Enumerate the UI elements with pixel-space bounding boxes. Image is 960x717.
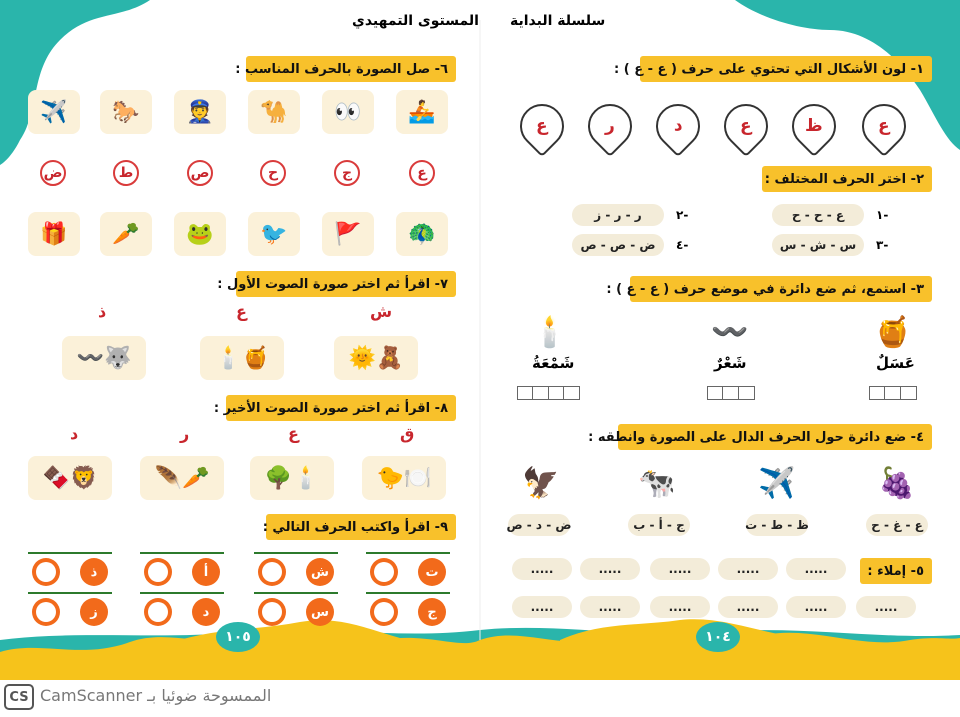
feather-carrot-images[interactable]: 🪶🥕 <box>140 456 224 500</box>
dictation-blank[interactable]: ..... <box>512 596 572 618</box>
level-title: المستوى التمهيدي <box>352 13 479 29</box>
page-number-left: ١٠٥ <box>216 622 260 652</box>
letter-circle[interactable]: ج <box>334 160 360 186</box>
dictation-blank[interactable]: ..... <box>580 558 640 580</box>
chick-plate-images[interactable]: 🐤🍽️ <box>362 456 446 500</box>
police-image[interactable]: 👮 <box>174 90 226 134</box>
dates-lion-images[interactable]: 🍫🦁 <box>28 456 112 500</box>
boat-image[interactable]: 🚣 <box>396 90 448 134</box>
gift-image[interactable]: 🎁 <box>28 212 80 256</box>
peacock-image[interactable]: 🦚 <box>396 212 448 256</box>
ex7-letter: ذ <box>98 302 107 321</box>
ex2-num: ١- <box>876 208 889 222</box>
ex7-letter: ش <box>370 302 393 321</box>
ex2-num: ٤- <box>676 238 689 252</box>
dictation-blank[interactable]: ..... <box>512 558 572 580</box>
ex4-choice[interactable]: ض - د - ص <box>508 514 570 536</box>
ex2-choice[interactable]: ض - ص - ص <box>572 234 664 256</box>
frog-image[interactable]: 🐸 <box>174 212 226 256</box>
letter-circle[interactable]: ط <box>113 160 139 186</box>
ex2-choice[interactable]: ع - ح - ح <box>772 204 864 226</box>
letter-circle[interactable]: ع <box>409 160 435 186</box>
eyes-image[interactable]: 👀 <box>322 90 374 134</box>
dictation-blank[interactable]: ..... <box>718 596 778 618</box>
carrot-image[interactable]: 🥕 <box>100 212 152 256</box>
letter-orange: ج <box>418 598 446 626</box>
branch-line <box>28 552 112 554</box>
eagle-image: 🦅 <box>522 465 560 501</box>
letter-circle[interactable]: ص <box>187 160 213 186</box>
plane-image: ✈️ <box>758 465 796 501</box>
branch-line <box>140 552 224 554</box>
lemon-letter: ع <box>878 116 890 136</box>
letter-boxes[interactable] <box>708 386 755 400</box>
letter-orange: د <box>192 598 220 626</box>
ex4-title: ٤- ضع دائرة حول الحرف الدال على الصورة وانطقه : <box>618 424 932 450</box>
letter-boxes[interactable] <box>518 386 580 400</box>
letter-orange: ز <box>80 598 108 626</box>
dictation-blank[interactable]: ..... <box>856 596 916 618</box>
branch-line <box>254 552 338 554</box>
blank-orange[interactable] <box>144 558 172 586</box>
teal-corner-left <box>0 0 150 165</box>
branch-line <box>366 592 450 594</box>
grapes-image: 🍇 <box>878 465 916 501</box>
word-candle: شَمْعَةُ <box>532 354 575 372</box>
dictation-blank[interactable]: ..... <box>718 558 778 580</box>
ex8-title: ٨- اقرأ ثم اختر صورة الصوت الأخير : <box>226 395 456 421</box>
ex4-choice[interactable]: ظ - ط - ت <box>746 514 808 536</box>
letter-boxes[interactable] <box>870 386 917 400</box>
letter-circle[interactable]: ح <box>260 160 286 186</box>
candle-honey-images[interactable]: 🕯️🍯 <box>200 336 284 380</box>
ex8-letter: د <box>70 424 79 443</box>
flag-image[interactable]: 🚩 <box>322 212 374 256</box>
tree-candles-images[interactable]: 🌳🕯️ <box>250 456 334 500</box>
blank-orange[interactable] <box>144 598 172 626</box>
letter-circle[interactable]: ض <box>40 160 66 186</box>
hair-image: 〰️ <box>711 314 749 350</box>
branch-line <box>366 552 450 554</box>
ex8-letter: ع <box>288 424 299 443</box>
blank-orange[interactable] <box>370 598 398 626</box>
ex8-letter: ق <box>400 424 415 443</box>
ex2-num: ٢- <box>676 208 689 222</box>
ex8-letter: ر <box>180 424 190 443</box>
page-number-right: ١٠٤ <box>696 622 740 652</box>
word-hair: شَعْرٌ <box>714 354 747 372</box>
lemon-letter: ع <box>740 116 752 136</box>
branch-line <box>28 592 112 594</box>
series-title: سلسلة البداية <box>510 13 606 29</box>
blank-orange[interactable] <box>32 598 60 626</box>
lemon-letter: ظ <box>805 116 823 136</box>
ex2-choice[interactable]: س - ش - س <box>772 234 864 256</box>
hair-wolf-images[interactable]: 〰️🐺 <box>62 336 146 380</box>
ex3-title: ٣- استمع، ثم ضع دائرة في موضع حرف ( ع - ع ) : <box>630 276 932 302</box>
ex1-title: ١- لون الأشكال التي تحتوي على حرف ( ع - ع ) : <box>640 56 932 82</box>
camscanner-logo: CS <box>4 684 34 710</box>
dictation-blank[interactable]: ..... <box>580 596 640 618</box>
horse-image[interactable]: 🐎 <box>100 90 152 134</box>
letter-orange: ذ <box>80 558 108 586</box>
ex4-choice[interactable]: ج - أ - ب <box>628 514 690 536</box>
letter-orange: ش <box>306 558 334 586</box>
ex2-title: ٢- اختر الحرف المختلف : <box>762 166 932 192</box>
blank-orange[interactable] <box>258 558 286 586</box>
ex2-num: ٣- <box>876 238 889 252</box>
blank-orange[interactable] <box>370 558 398 586</box>
branch-line <box>254 592 338 594</box>
ex6-title: ٦- صل الصورة بالحرف المناسب : <box>246 56 456 82</box>
ex4-choice[interactable]: ع - غ - ح <box>866 514 928 536</box>
branch-line <box>140 592 224 594</box>
lemon-letter: د <box>673 116 683 137</box>
ex7-title: ٧- اقرأ ثم اختر صورة الصوت الأول : <box>236 271 456 297</box>
yellow-wave-top <box>180 620 400 660</box>
dictation-blank[interactable]: ..... <box>650 558 710 580</box>
blank-orange[interactable] <box>258 598 286 626</box>
letter-orange: س <box>306 598 334 626</box>
camel-image[interactable]: 🐪 <box>248 90 300 134</box>
blank-orange[interactable] <box>32 558 60 586</box>
camscanner-text: الممسوحة ضوئيا بـ CamScanner <box>40 686 272 705</box>
sun-bear-images[interactable]: 🌞🧸 <box>334 336 418 380</box>
pigeon-image[interactable]: 🐦 <box>248 212 300 256</box>
word-honey: عَسَلٌ <box>876 354 915 372</box>
plane-image[interactable]: ✈️ <box>28 90 80 134</box>
yellow-wave-top-right <box>560 619 790 660</box>
letter-orange: أ <box>192 558 220 586</box>
honey-image: 🍯 <box>874 314 912 350</box>
candle-image: 🕯️ <box>531 314 569 350</box>
ex5-title: ٥- إملاء : <box>860 558 932 584</box>
ex2-choice[interactable]: ر - ر - ز <box>572 204 664 226</box>
cow-image: 🐄 <box>638 465 676 501</box>
lemon-letter: ع <box>536 116 548 136</box>
ex7-letter: ع <box>236 302 247 321</box>
ex9-title: ٩- اقرأ واكتب الحرف التالي : <box>266 514 456 540</box>
dictation-blank[interactable]: ..... <box>650 596 710 618</box>
dictation-blank[interactable]: ..... <box>786 558 846 580</box>
dictation-blank[interactable]: ..... <box>786 596 846 618</box>
lemon-letter: ر <box>605 116 615 137</box>
letter-orange: ت <box>418 558 446 586</box>
